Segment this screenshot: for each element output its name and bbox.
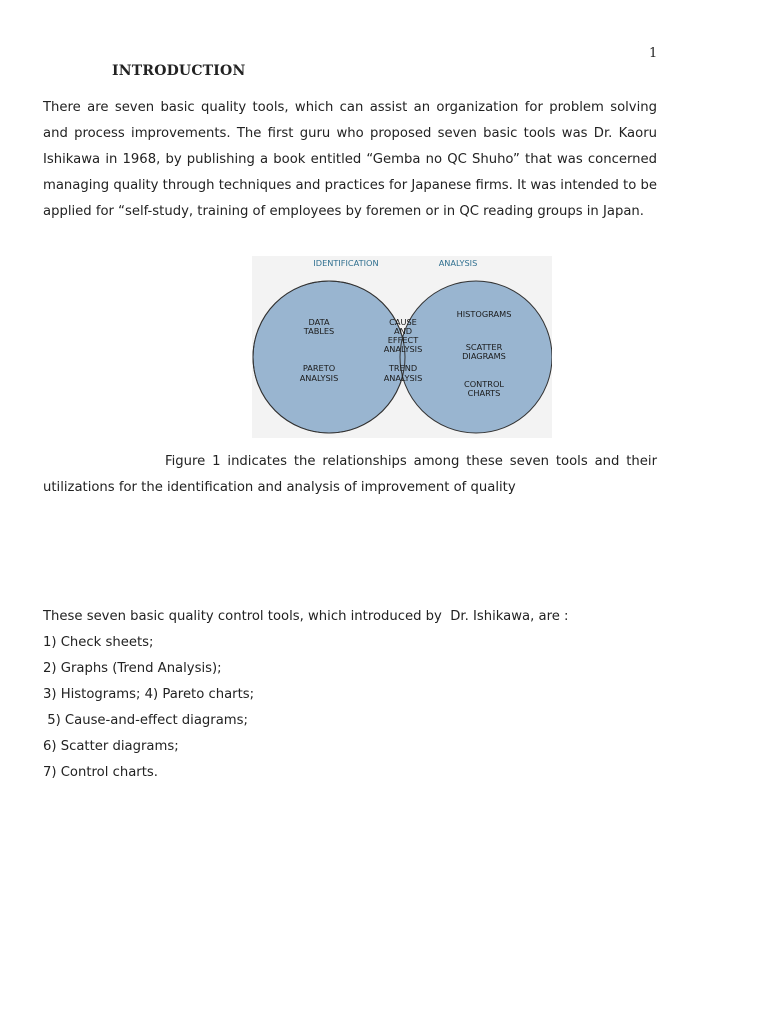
- identification-header: IDENTIFICATION: [313, 258, 379, 268]
- identification-circle: [253, 281, 405, 433]
- list-item: 6) Scatter diagrams;: [43, 739, 179, 754]
- left-label-analysis: ANALYSIS: [299, 373, 339, 383]
- right-label-histograms: HISTOGRAMS: [456, 309, 512, 319]
- right-label-scatter: SCATTER: [465, 342, 503, 352]
- left-label-tables: TABLES: [303, 326, 335, 336]
- right-label-diagrams: DIAGRAMS: [462, 351, 506, 361]
- left-label-pareto: PARETO: [302, 363, 336, 373]
- tools-intro: These seven basic quality control tools, which introduced by Dr. Ishikawa, are :: [43, 609, 569, 624]
- list-item: 3) Histograms; 4) Pareto charts;: [43, 687, 255, 702]
- overlap-label-analysis: ANALYSIS: [383, 344, 423, 354]
- tools-list-block: [43, 604, 657, 786]
- overlap-label-effect: EFFECT: [387, 335, 419, 345]
- list-item: 2) Graphs (Trend Analysis);: [43, 661, 222, 676]
- list-item: 5) Cause-and-effect diagrams;: [43, 713, 248, 728]
- analysis-header: ANALYSIS: [438, 258, 478, 268]
- overlap-label-trend-analysis: ANALYSIS: [383, 373, 423, 383]
- intro-paragraph: There are seven basic quality tools, which can assist an organization for problem solving and process improvements. The first guru who proposed seven basic tools was Dr. Kaoru Ishikawa in 1968, by publishing a book entitled “Gemba no QC Shuho” that was concerned managing quality through techniques and practices for Japanese firms. It was intended to be applied for “self-study, training of employees by foremen or in QC reading groups in Japan.: [43, 100, 657, 219]
- venn-diagram-figure: [252, 256, 552, 438]
- overlap-label-cause: CAUSE: [389, 317, 417, 327]
- overlap-label-trend: TREND: [388, 363, 418, 373]
- overlap-label-and: AND: [393, 326, 413, 336]
- right-label-control: CONTROL: [464, 379, 504, 389]
- page-number: 1: [649, 46, 658, 61]
- section-heading: INTRODUCTION: [112, 63, 246, 79]
- list-item: 1) Check sheets;: [43, 635, 154, 650]
- list-item: 7) Control charts.: [43, 765, 158, 780]
- right-label-charts: CHARTS: [467, 388, 501, 398]
- left-label-data: DATA: [308, 317, 330, 327]
- figure-caption: Figure 1 indicates the relationships among these seven tools and their utilizations for the identification and analysis of improvement of quality: [43, 454, 657, 495]
